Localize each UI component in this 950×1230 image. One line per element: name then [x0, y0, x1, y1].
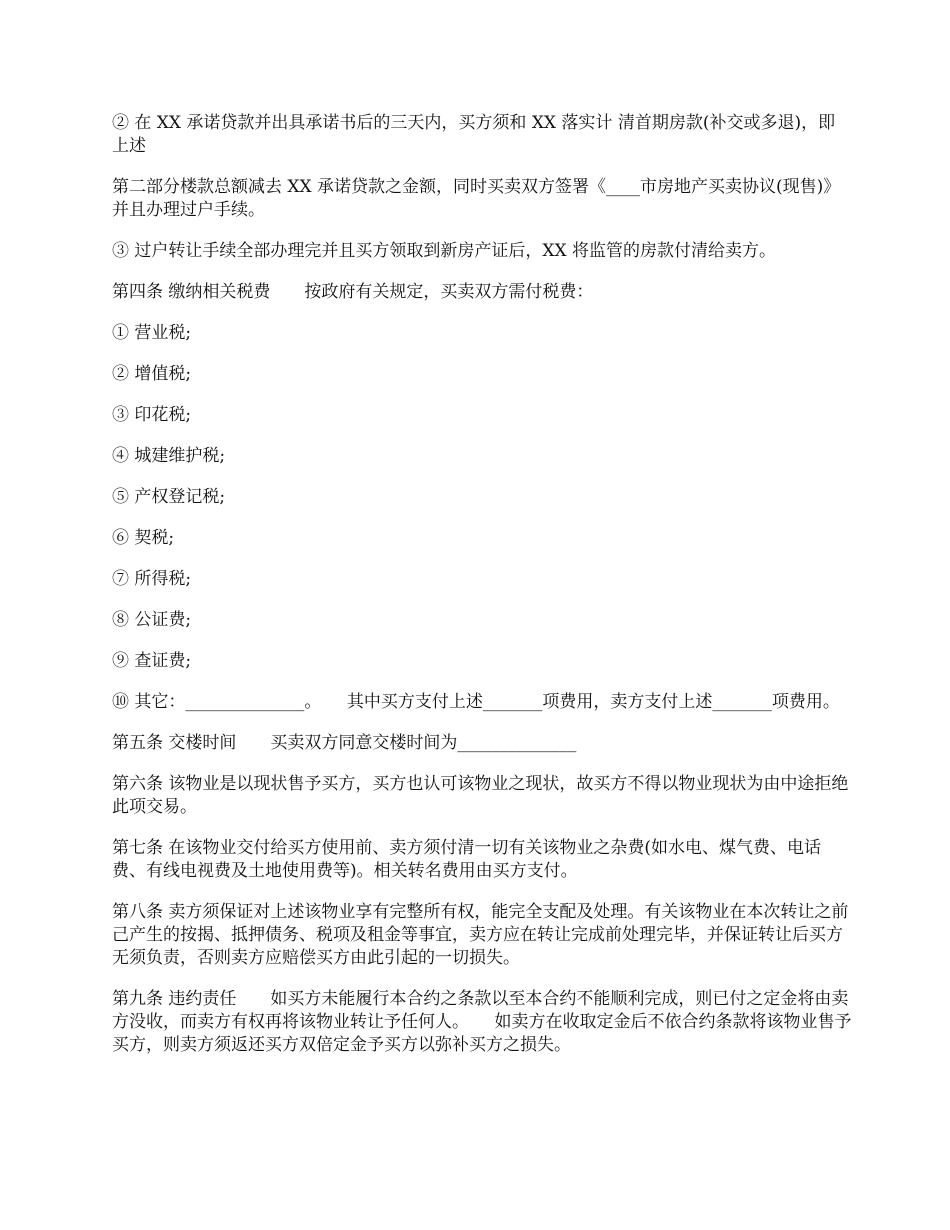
paragraph-article-4-heading: 第四条 缴纳相关税费 按政府有关规定，买卖双方需付税费： — [112, 282, 594, 302]
paragraph-article-6-as-is: 第六条 该物业是以现状售予买方，买方也认可该物业之现状，故买方不得以物业现状为由中途拒绝此项交易。 — [112, 774, 849, 817]
paragraph-article-7-fees: 第七条 在该物业交付给买方使用前、卖方须付清一切有关该物业之杂费(如水电、煤气费、电话费、有线电视费及土地使用费等)。相关转名费用由买方支付。 — [112, 838, 822, 881]
paragraph-clause-3-part-2: 第二部分楼款总额减去 XX 承诺贷款之金额，同时买卖双方签署《____市房地产买卖协议(现售)》并且办理过户手续。 — [112, 177, 841, 220]
tax-item-deed-tax: ⑥ 契税; — [112, 528, 175, 548]
tax-item-verification-fee: ⑨ 查证费; — [112, 651, 192, 671]
tax-item-stamp-duty: ③ 印花税; — [112, 405, 192, 425]
tax-item-notary-fee: ⑧ 公证费; — [112, 610, 192, 630]
tax-item-vat: ② 增值税; — [112, 364, 192, 384]
paragraph-clause-3-item-3: ③ 过户转让手续全部办理完并且买方领取到新房产证后，XX 将监管的房款付清给卖方。 — [112, 241, 777, 261]
document-page — [112, 112, 852, 1075]
tax-item-urban-maintenance: ④ 城建维护税; — [112, 446, 226, 466]
paragraph-article-9-breach: 第九条 违约责任 如买方未能履行本合约之条款以至本合约不能顺利完成，则已付之定金将由卖方没收，而卖方有权再将该物业转让予任何人。 如卖方在收取定金后不依合约条款将该物业售予买方，则卖方须返还买方双倍定金予买方以弥补买方之损失。 — [112, 989, 852, 1055]
tax-item-property-registration: ⑤ 产权登记税; — [112, 487, 226, 507]
paragraph-article-5-handover: 第五条 交楼时间 买卖双方同意交楼时间为______________ — [112, 733, 577, 753]
paragraph-clause-3-item-2: ② 在 XX 承诺贷款并出具承诺书后的三天内，买方须和 XX 落实计 清首期房款(补交或多退)，即上述 — [112, 113, 836, 156]
tax-item-other: ⑩ 其它：______________。 其中买方支付上述_______项费用，卖方支付上述_______项费用。 — [112, 692, 840, 712]
tax-item-business-tax: ① 营业税; — [112, 323, 192, 343]
tax-item-income-tax: ⑦ 所得税; — [112, 569, 192, 589]
paragraph-article-8-ownership: 第八条 卖方须保证对上述该物业享有完整所有权，能完全支配及处理。有关该物业在本次转让之前己产生的按揭、抵押债务、税项及租金等事宜，卖方应在转让完成前处理完毕，并保证转让后买方无须负责，否则卖方应赔偿买方由此引起的一切损失。 — [112, 902, 849, 968]
